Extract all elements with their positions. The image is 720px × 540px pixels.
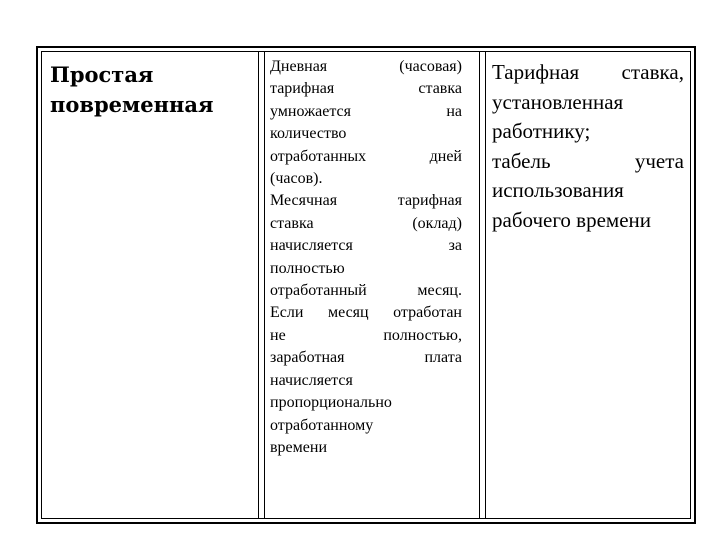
description-cell [270,48,462,522]
column-divider [485,51,486,519]
description-line: начисляется за [270,237,462,255]
description-line: отработанный месяц. [270,282,462,300]
payment-method-line: Простая [50,62,154,87]
description-line: умножается на [270,102,462,120]
column-divider [264,51,265,519]
column-divider [258,51,259,519]
description-line: не полностью, [270,326,462,344]
description-line: количество [270,125,347,143]
description-line: времени [270,438,328,456]
payment-method-line: повременная [50,92,214,117]
description-line: Месячная тарифная [270,192,462,210]
description-line: ставка (оклад) [270,214,462,232]
column-divider [479,51,480,519]
documents-line: работнику; [492,119,591,143]
documents-line: Тарифная ставка, [492,60,684,84]
documents-line: использования [492,178,624,202]
description-line: начисляется [270,371,353,389]
description-line: пропорционально [270,394,392,412]
description-line: отработанному [270,416,374,434]
description-line: (часов). [270,170,323,188]
documents-line: рабочего времени [492,207,652,232]
wage-table [36,46,696,524]
description-line: полностью [270,259,345,277]
description-line: Если месяц отработан [270,304,462,322]
documents-line: установленная [492,89,624,114]
documents-cell [492,48,684,522]
documents-line: табель учета [492,148,684,173]
description-line: Дневная (часовая) [270,58,462,75]
payment-method-cell [50,48,246,522]
description-line: тарифная ставка [270,80,462,98]
description-line: отработанных дней [270,147,462,165]
description-line: заработная плата [270,349,462,367]
